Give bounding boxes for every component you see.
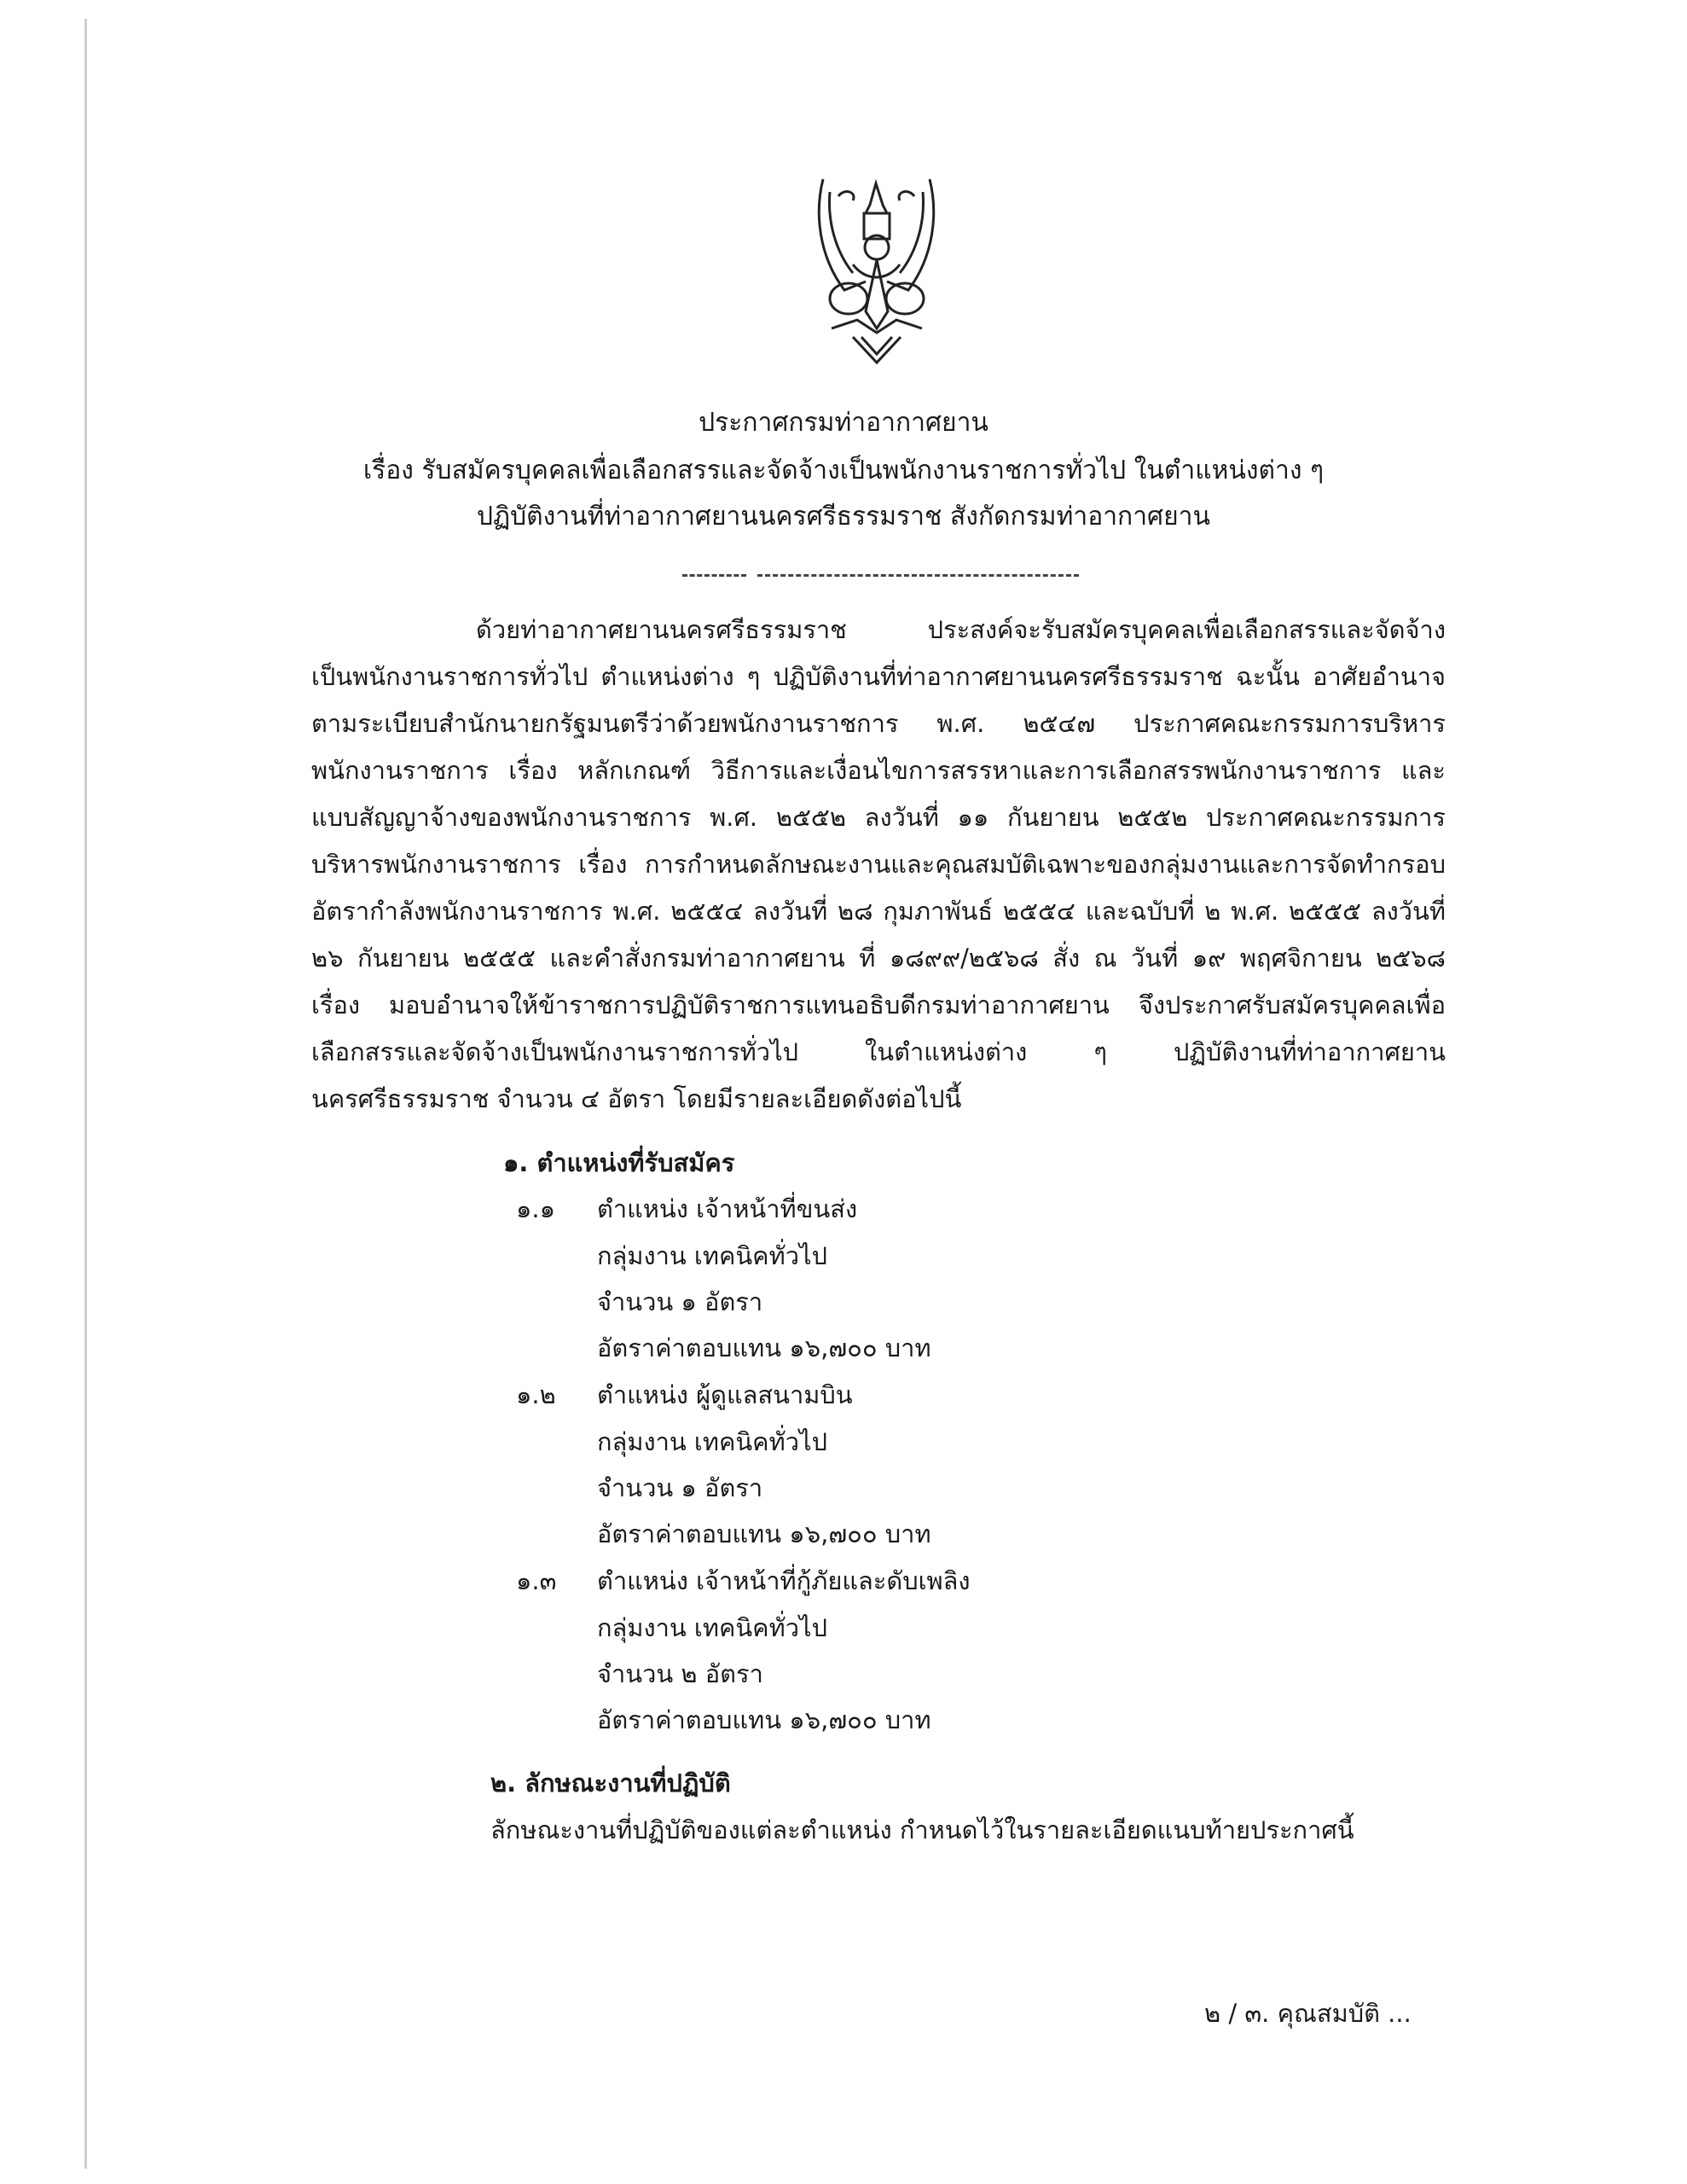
divider-short [682, 574, 746, 577]
position-title: ตำแหน่ง ผู้ดูแลสนามบิน [597, 1380, 853, 1409]
announcement-title: ประกาศกรมท่าอากาศยาน [699, 408, 988, 438]
position-group: กลุ่มงาน เทคนิคทั่วไป [597, 1613, 827, 1642]
position-group: กลุ่มงาน เทคนิคทั่วไป [597, 1241, 827, 1270]
position-number: ๑.๓ [516, 1566, 557, 1595]
body-line: เรื่อง มอบอำนาจให้ข้าราชการปฏิบัติราชการแทนอธิบดีกรมท่าอากาศยาน จึงประกาศรับสมัครบุคคลเพื่อ [311, 990, 1446, 1019]
position-group: กลุ่มงาน เทคนิคทั่วไป [597, 1427, 827, 1456]
position-number: ๑.๑ [516, 1194, 556, 1223]
body-line: ด้วยท่าอากาศยานนครศรีธรรมราช ประสงค์จะรับสมัครบุคคลเพื่อเลือกสรรและจัดจ้าง [476, 615, 1446, 644]
subject-line-1: เรื่อง รับสมัครบุคคลเพื่อเลือกสรรและจัดจ้างเป็นพนักงานราชการทั่วไป ในตำแหน่งต่าง ๆ [362, 456, 1325, 485]
body-line: เลือกสรรและจัดจ้างเป็นพนักงานราชการทั่วไป ในตำแหน่งต่าง ๆ ปฏิบัติงานที่ท่าอากาศยาน [311, 1037, 1446, 1066]
body-line: พนักงานราชการ เรื่อง หลักเกณฑ์ วิธีการและเงื่อนไขการสรรหาและการเลือกสรรพนักงานราชการ และ [311, 756, 1446, 785]
subject-line-2: ปฏิบัติงานที่ท่าอากาศยานนครศรีธรรมราช สังกัดกรมท่าอากาศยาน [476, 502, 1211, 531]
garuda-emblem-icon [806, 162, 947, 367]
body-line: ตามระเบียบสำนักนายกรัฐมนตรีว่าด้วยพนักงานราชการ พ.ศ. ๒๕๔๗ ประกาศคณะกรรมการบริหาร [311, 709, 1446, 738]
body-line: ๒๖ กันยายน ๒๕๕๕ และคำสั่งกรมท่าอากาศยาน ที่ ๑๘๙๙/๒๕๖๘ สั่ง ณ วันที่ ๑๙ พฤศจิกายน ๒๕๖๘ [311, 944, 1446, 973]
body-line: บริหารพนักงานราชการ เรื่อง การกำหนดลักษณะงานและคุณสมบัติเฉพาะของกลุ่มงานและการจัดทำกรอบ [311, 850, 1446, 879]
body-line: แบบสัญญาจ้างของพนักงานราชการ พ.ศ. ๒๕๕๒ ลงวันที่ ๑๑ กันยายน ๒๕๕๒ ประกาศคณะกรรมการ [311, 803, 1446, 832]
position-count: จำนวน ๑ อัตรา [597, 1287, 763, 1316]
divider-long [757, 574, 1079, 577]
position-title: ตำแหน่ง เจ้าหน้าที่กู้ภัยและดับเพลิง [597, 1566, 971, 1595]
position-pay: อัตราค่าตอบแทน ๑๖,๗๐๐ บาท [597, 1705, 931, 1734]
section-2-text: ลักษณะงานที่ปฏิบัติของแต่ละตำแหน่ง กำหนดไว้ในรายละเอียดแนบท้ายประกาศนี้ [490, 1815, 1354, 1844]
section-2-heading: ๒. ลักษณะงานที่ปฏิบัติ [490, 1769, 731, 1798]
position-pay: อัตราค่าตอบแทน ๑๖,๗๐๐ บาท [597, 1519, 931, 1548]
page-continuation: ๒ / ๓. คุณสมบัติ ... [1204, 1999, 1412, 2028]
position-pay: อัตราค่าตอบแทน ๑๖,๗๐๐ บาท [597, 1333, 931, 1362]
scan-edge-line [84, 19, 87, 2169]
position-count: จำนวน ๑ อัตรา [597, 1473, 763, 1502]
position-number: ๑.๒ [516, 1380, 556, 1409]
body-line: นครศรีธรรมราช จำนวน ๔ อัตรา โดยมีรายละเอียดดังต่อไปนี้ [311, 1084, 962, 1113]
position-count: จำนวน ๒ อัตรา [597, 1659, 763, 1688]
body-line: อัตรากำลังพนักงานราชการ พ.ศ. ๒๕๕๔ ลงวันที่ ๒๘ กุมภาพันธ์ ๒๕๕๔ และฉบับที่ ๒ พ.ศ. ๒๕๕๕ ลงวันที่ [311, 897, 1446, 926]
section-1-heading: ๑. ตำแหน่งที่รับสมัคร [503, 1148, 735, 1177]
body-line: เป็นพนักงานราชการทั่วไป ตำแหน่งต่าง ๆ ปฏิบัติงานที่ท่าอากาศยานนครศรีธรรมราช ฉะนั้น อาศัยอำนาจ [311, 662, 1446, 691]
position-title: ตำแหน่ง เจ้าหน้าที่ขนส่ง [597, 1194, 858, 1223]
